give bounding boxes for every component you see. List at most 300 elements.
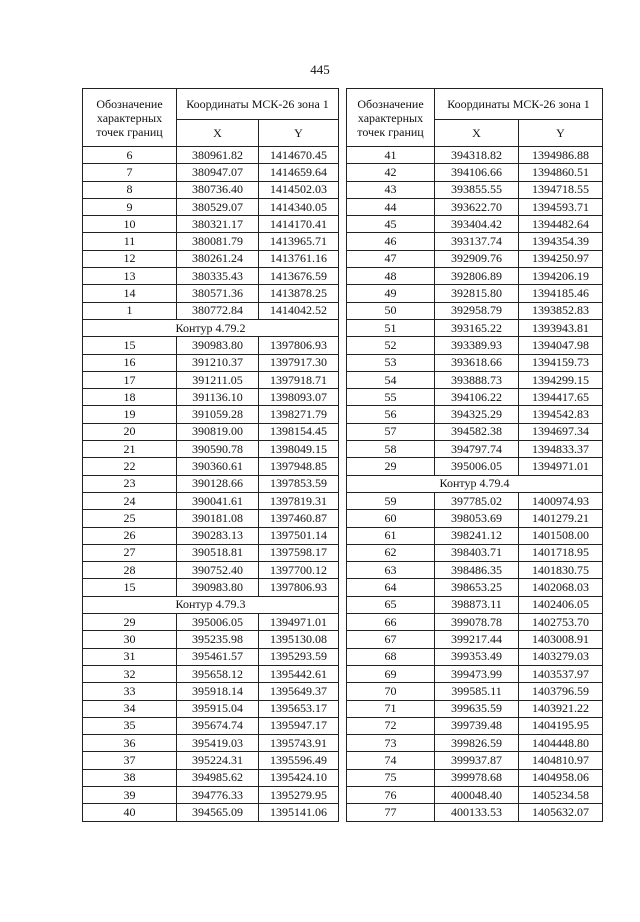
contour-label: Контур 4.79.4 xyxy=(347,475,603,492)
table-row xyxy=(347,786,603,803)
coordinates-table-left xyxy=(82,88,339,822)
x-coordinate-cell: 399635.59 xyxy=(435,700,519,717)
point-id-cell: 58 xyxy=(347,441,435,458)
y-coordinate-cell: 1397819.31 xyxy=(259,492,339,509)
point-id-cell: 74 xyxy=(347,752,435,769)
table-row xyxy=(347,371,603,388)
point-id-cell: 44 xyxy=(347,198,435,215)
table-row xyxy=(83,198,339,215)
x-coordinate-cell: 394106.66 xyxy=(435,164,519,181)
table-row xyxy=(347,389,603,406)
y-coordinate-cell: 1413676.59 xyxy=(259,268,339,285)
table-row xyxy=(347,735,603,752)
y-coordinate-cell: 1395424.10 xyxy=(259,769,339,786)
y-coordinate-cell: 1403537.97 xyxy=(519,665,603,682)
contour-label: Контур 4.79.3 xyxy=(83,596,339,613)
table-row xyxy=(83,562,339,579)
x-coordinate-cell: 380736.40 xyxy=(177,181,259,198)
y-coordinate-cell: 1398093.07 xyxy=(259,389,339,406)
y-coordinate-cell: 1414042.52 xyxy=(259,302,339,319)
point-id-cell: 26 xyxy=(83,527,177,544)
table-row xyxy=(83,371,339,388)
point-id-cell: 75 xyxy=(347,769,435,786)
table-row xyxy=(83,423,339,440)
table-row xyxy=(83,389,339,406)
y-column-header: Y xyxy=(259,120,339,147)
x-coordinate-cell: 392958.79 xyxy=(435,302,519,319)
y-coordinate-cell: 1394860.51 xyxy=(519,164,603,181)
y-coordinate-cell: 1413878.25 xyxy=(259,285,339,302)
point-id-cell: 76 xyxy=(347,786,435,803)
x-coordinate-cell: 390360.61 xyxy=(177,458,259,475)
table-row xyxy=(83,164,339,181)
point-id-cell: 18 xyxy=(83,389,177,406)
contour-label: Контур 4.79.2 xyxy=(83,319,339,336)
x-coordinate-cell: 395658.12 xyxy=(177,665,259,682)
point-id-cell: 21 xyxy=(83,441,177,458)
table-row xyxy=(83,700,339,717)
table-row xyxy=(347,268,603,285)
x-coordinate-cell: 398873.11 xyxy=(435,596,519,613)
table-row xyxy=(347,233,603,250)
page-number: 445 xyxy=(310,62,330,77)
y-coordinate-cell: 1394971.01 xyxy=(519,458,603,475)
point-id-cell: 67 xyxy=(347,631,435,648)
y-coordinate-cell: 1397460.87 xyxy=(259,510,339,527)
table-row xyxy=(347,544,603,561)
table-row xyxy=(83,216,339,233)
point-label-header: Обозначение характерных точек границ xyxy=(83,89,177,147)
x-coordinate-cell: 393888.73 xyxy=(435,371,519,388)
point-id-cell: 15 xyxy=(83,337,177,354)
point-id-cell: 68 xyxy=(347,648,435,665)
table-row xyxy=(347,665,603,682)
x-coordinate-cell: 380529.07 xyxy=(177,198,259,215)
x-coordinate-cell: 399826.59 xyxy=(435,735,519,752)
x-coordinate-cell: 394582.38 xyxy=(435,423,519,440)
x-coordinate-cell: 393855.55 xyxy=(435,181,519,198)
point-id-cell: 42 xyxy=(347,164,435,181)
x-coordinate-cell: 395918.14 xyxy=(177,683,259,700)
y-coordinate-cell: 1414659.64 xyxy=(259,164,339,181)
x-coordinate-cell: 395915.04 xyxy=(177,700,259,717)
y-coordinate-cell: 1394482.64 xyxy=(519,216,603,233)
x-coordinate-cell: 399217.44 xyxy=(435,631,519,648)
table-row xyxy=(83,147,339,164)
point-id-cell: 25 xyxy=(83,510,177,527)
x-coordinate-cell: 399078.78 xyxy=(435,614,519,631)
table-row xyxy=(83,233,339,250)
point-id-cell: 53 xyxy=(347,354,435,371)
point-id-cell: 61 xyxy=(347,527,435,544)
x-coordinate-cell: 394318.82 xyxy=(435,147,519,164)
point-id-cell: 70 xyxy=(347,683,435,700)
table-row xyxy=(83,475,339,492)
y-coordinate-cell: 1400974.93 xyxy=(519,492,603,509)
y-coordinate-cell: 1397501.14 xyxy=(259,527,339,544)
point-id-cell: 49 xyxy=(347,285,435,302)
table-row xyxy=(83,285,339,302)
y-coordinate-cell: 1394159.73 xyxy=(519,354,603,371)
y-coordinate-cell: 1397598.17 xyxy=(259,544,339,561)
point-id-cell: 64 xyxy=(347,579,435,596)
x-coordinate-cell: 399473.99 xyxy=(435,665,519,682)
point-id-cell: 19 xyxy=(83,406,177,423)
point-id-cell: 7 xyxy=(83,164,177,181)
point-id-cell: 9 xyxy=(83,198,177,215)
table-row xyxy=(83,527,339,544)
x-coordinate-cell: 399978.68 xyxy=(435,769,519,786)
table-row xyxy=(83,458,339,475)
point-id-cell: 39 xyxy=(83,786,177,803)
y-coordinate-cell: 1401279.21 xyxy=(519,510,603,527)
table-row xyxy=(347,147,603,164)
point-id-cell: 31 xyxy=(83,648,177,665)
y-coordinate-cell: 1395442.61 xyxy=(259,665,339,682)
x-coordinate-cell: 380772.84 xyxy=(177,302,259,319)
y-coordinate-cell: 1395743.91 xyxy=(259,735,339,752)
x-coordinate-cell: 390752.40 xyxy=(177,562,259,579)
point-id-cell: 22 xyxy=(83,458,177,475)
point-id-cell: 10 xyxy=(83,216,177,233)
y-coordinate-cell: 1393943.81 xyxy=(519,319,603,336)
point-id-cell: 40 xyxy=(83,804,177,821)
x-coordinate-cell: 395224.31 xyxy=(177,752,259,769)
y-coordinate-cell: 1394593.71 xyxy=(519,198,603,215)
table-row xyxy=(347,198,603,215)
table-row xyxy=(83,735,339,752)
table-row xyxy=(83,250,339,267)
y-coordinate-cell: 1404195.95 xyxy=(519,717,603,734)
y-coordinate-cell: 1403008.91 xyxy=(519,631,603,648)
y-coordinate-cell: 1403796.59 xyxy=(519,683,603,700)
x-coordinate-cell: 395419.03 xyxy=(177,735,259,752)
point-id-cell: 56 xyxy=(347,406,435,423)
point-id-cell: 20 xyxy=(83,423,177,440)
table-row xyxy=(347,285,603,302)
table-row xyxy=(347,492,603,509)
point-id-cell: 52 xyxy=(347,337,435,354)
table-row xyxy=(83,579,339,596)
point-id-cell: 14 xyxy=(83,285,177,302)
y-coordinate-cell: 1404810.97 xyxy=(519,752,603,769)
y-coordinate-cell: 1395649.37 xyxy=(259,683,339,700)
x-coordinate-cell: 393165.22 xyxy=(435,319,519,336)
y-coordinate-cell: 1395293.59 xyxy=(259,648,339,665)
point-id-cell: 33 xyxy=(83,683,177,700)
table-row xyxy=(83,510,339,527)
x-coordinate-cell: 398653.25 xyxy=(435,579,519,596)
y-coordinate-cell: 1404958.06 xyxy=(519,769,603,786)
y-coordinate-cell: 1395596.49 xyxy=(259,752,339,769)
x-coordinate-cell: 394776.33 xyxy=(177,786,259,803)
table-row xyxy=(83,752,339,769)
table-row xyxy=(347,354,603,371)
table-row xyxy=(347,423,603,440)
x-coordinate-cell: 390518.81 xyxy=(177,544,259,561)
y-coordinate-cell: 1402753.70 xyxy=(519,614,603,631)
point-id-cell: 13 xyxy=(83,268,177,285)
point-id-cell: 11 xyxy=(83,233,177,250)
y-coordinate-cell: 1413965.71 xyxy=(259,233,339,250)
y-coordinate-cell: 1397918.71 xyxy=(259,371,339,388)
table-row xyxy=(83,631,339,648)
x-coordinate-cell: 393137.74 xyxy=(435,233,519,250)
y-coordinate-cell: 1394542.83 xyxy=(519,406,603,423)
y-coordinate-cell: 1394250.97 xyxy=(519,250,603,267)
point-id-cell: 57 xyxy=(347,423,435,440)
x-coordinate-cell: 395461.57 xyxy=(177,648,259,665)
y-coordinate-cell: 1401830.75 xyxy=(519,562,603,579)
x-coordinate-cell: 398403.71 xyxy=(435,544,519,561)
y-coordinate-cell: 1395130.08 xyxy=(259,631,339,648)
table-row xyxy=(83,337,339,354)
table-row xyxy=(347,181,603,198)
point-id-cell: 12 xyxy=(83,250,177,267)
table-row xyxy=(83,406,339,423)
x-coordinate-cell: 398053.69 xyxy=(435,510,519,527)
y-coordinate-cell: 1397806.93 xyxy=(259,579,339,596)
y-coordinate-cell: 1414170.41 xyxy=(259,216,339,233)
y-coordinate-cell: 1394971.01 xyxy=(259,614,339,631)
x-coordinate-cell: 391211.05 xyxy=(177,371,259,388)
table-row xyxy=(347,614,603,631)
y-coordinate-cell: 1397917.30 xyxy=(259,354,339,371)
x-coordinate-cell: 397785.02 xyxy=(435,492,519,509)
y-coordinate-cell: 1397806.93 xyxy=(259,337,339,354)
table-row xyxy=(83,769,339,786)
x-coordinate-cell: 395006.05 xyxy=(435,458,519,475)
x-coordinate-cell: 394797.74 xyxy=(435,441,519,458)
y-coordinate-cell: 1395653.17 xyxy=(259,700,339,717)
y-coordinate-cell: 1394206.19 xyxy=(519,268,603,285)
table-row xyxy=(83,665,339,682)
x-coordinate-cell: 399937.87 xyxy=(435,752,519,769)
y-coordinate-cell: 1394185.46 xyxy=(519,285,603,302)
y-coordinate-cell: 1414670.45 xyxy=(259,147,339,164)
x-coordinate-cell: 393622.70 xyxy=(435,198,519,215)
x-coordinate-cell: 390128.66 xyxy=(177,475,259,492)
table-row xyxy=(83,648,339,665)
y-coordinate-cell: 1403921.22 xyxy=(519,700,603,717)
y-coordinate-cell: 1402406.05 xyxy=(519,596,603,613)
table-row xyxy=(347,164,603,181)
y-coordinate-cell: 1397948.85 xyxy=(259,458,339,475)
contour-section-row xyxy=(83,596,339,613)
y-coordinate-cell: 1395141.06 xyxy=(259,804,339,821)
table-row xyxy=(83,354,339,371)
table-row xyxy=(347,319,603,336)
point-id-cell: 60 xyxy=(347,510,435,527)
table-row xyxy=(347,406,603,423)
point-id-cell: 1 xyxy=(83,302,177,319)
table-row xyxy=(347,250,603,267)
x-coordinate-cell: 393618.66 xyxy=(435,354,519,371)
x-coordinate-cell: 380571.36 xyxy=(177,285,259,302)
point-id-cell: 51 xyxy=(347,319,435,336)
table-row xyxy=(347,631,603,648)
table-row xyxy=(83,441,339,458)
x-coordinate-cell: 399353.49 xyxy=(435,648,519,665)
contour-section-row xyxy=(83,319,339,336)
x-coordinate-cell: 400048.40 xyxy=(435,786,519,803)
point-id-cell: 55 xyxy=(347,389,435,406)
table-row xyxy=(347,648,603,665)
y-coordinate-cell: 1401718.95 xyxy=(519,544,603,561)
x-coordinate-cell: 395006.05 xyxy=(177,614,259,631)
table-row xyxy=(347,596,603,613)
point-id-cell: 59 xyxy=(347,492,435,509)
x-coordinate-cell: 395674.74 xyxy=(177,717,259,734)
x-coordinate-cell: 398241.12 xyxy=(435,527,519,544)
point-id-cell: 6 xyxy=(83,147,177,164)
contour-section-row xyxy=(347,475,603,492)
point-id-cell: 24 xyxy=(83,492,177,509)
point-id-cell: 28 xyxy=(83,562,177,579)
y-coordinate-cell: 1414340.05 xyxy=(259,198,339,215)
point-id-cell: 45 xyxy=(347,216,435,233)
table-row xyxy=(347,458,603,475)
point-id-cell: 54 xyxy=(347,371,435,388)
point-id-cell: 71 xyxy=(347,700,435,717)
x-coordinate-cell: 395235.98 xyxy=(177,631,259,648)
x-coordinate-cell: 394565.09 xyxy=(177,804,259,821)
point-id-cell: 69 xyxy=(347,665,435,682)
y-coordinate-cell: 1401508.00 xyxy=(519,527,603,544)
y-coordinate-cell: 1403279.03 xyxy=(519,648,603,665)
y-coordinate-cell: 1394718.55 xyxy=(519,181,603,198)
x-coordinate-cell: 394325.29 xyxy=(435,406,519,423)
x-coordinate-cell: 394106.22 xyxy=(435,389,519,406)
table-row xyxy=(347,752,603,769)
point-id-cell: 72 xyxy=(347,717,435,734)
point-id-cell: 17 xyxy=(83,371,177,388)
point-id-cell: 34 xyxy=(83,700,177,717)
point-id-cell: 8 xyxy=(83,181,177,198)
y-coordinate-cell: 1394047.98 xyxy=(519,337,603,354)
x-coordinate-cell: 394985.62 xyxy=(177,769,259,786)
x-coordinate-cell: 392909.76 xyxy=(435,250,519,267)
y-coordinate-cell: 1394417.65 xyxy=(519,389,603,406)
x-coordinate-cell: 391059.28 xyxy=(177,406,259,423)
coordinates-table-right xyxy=(346,88,603,822)
y-coordinate-cell: 1414502.03 xyxy=(259,181,339,198)
x-coordinate-cell: 393389.93 xyxy=(435,337,519,354)
y-coordinate-cell: 1397700.12 xyxy=(259,562,339,579)
y-coordinate-cell: 1395947.17 xyxy=(259,717,339,734)
table-row xyxy=(83,492,339,509)
x-coordinate-cell: 380321.17 xyxy=(177,216,259,233)
point-id-cell: 30 xyxy=(83,631,177,648)
y-coordinate-cell: 1398271.79 xyxy=(259,406,339,423)
y-coordinate-cell: 1402068.03 xyxy=(519,579,603,596)
y-coordinate-cell: 1404448.80 xyxy=(519,735,603,752)
table-row xyxy=(83,786,339,803)
point-id-cell: 62 xyxy=(347,544,435,561)
coordinate-system-header: Координаты МСК-26 зона 1 xyxy=(435,89,603,120)
point-id-cell: 73 xyxy=(347,735,435,752)
y-coordinate-cell: 1394986.88 xyxy=(519,147,603,164)
y-coordinate-cell: 1397853.59 xyxy=(259,475,339,492)
coordinate-system-header: Координаты МСК-26 зона 1 xyxy=(177,89,339,120)
x-coordinate-cell: 398486.35 xyxy=(435,562,519,579)
y-coordinate-cell: 1395279.95 xyxy=(259,786,339,803)
table-row xyxy=(347,527,603,544)
point-id-cell: 38 xyxy=(83,769,177,786)
x-coordinate-cell: 399585.11 xyxy=(435,683,519,700)
x-coordinate-cell: 390041.61 xyxy=(177,492,259,509)
x-coordinate-cell: 393404.42 xyxy=(435,216,519,233)
table-row xyxy=(347,302,603,319)
point-id-cell: 65 xyxy=(347,596,435,613)
x-column-header: X xyxy=(177,120,259,147)
table-row xyxy=(347,510,603,527)
point-id-cell: 47 xyxy=(347,250,435,267)
x-coordinate-cell: 380081.79 xyxy=(177,233,259,250)
y-coordinate-cell: 1398154.45 xyxy=(259,423,339,440)
y-coordinate-cell: 1394697.34 xyxy=(519,423,603,440)
table-row xyxy=(83,717,339,734)
y-coordinate-cell: 1413761.16 xyxy=(259,250,339,267)
x-coordinate-cell: 400133.53 xyxy=(435,804,519,821)
y-coordinate-cell: 1398049.15 xyxy=(259,441,339,458)
table-row xyxy=(83,181,339,198)
y-coordinate-cell: 1394354.39 xyxy=(519,233,603,250)
point-id-cell: 15 xyxy=(83,579,177,596)
point-id-cell: 43 xyxy=(347,181,435,198)
y-coordinate-cell: 1405234.58 xyxy=(519,786,603,803)
table-row xyxy=(83,614,339,631)
table-row xyxy=(347,562,603,579)
y-coordinate-cell: 1394833.37 xyxy=(519,441,603,458)
x-column-header: X xyxy=(435,120,519,147)
x-coordinate-cell: 399739.48 xyxy=(435,717,519,734)
table-row xyxy=(347,216,603,233)
point-id-cell: 29 xyxy=(347,458,435,475)
y-column-header: Y xyxy=(519,120,603,147)
point-id-cell: 48 xyxy=(347,268,435,285)
y-coordinate-cell: 1405632.07 xyxy=(519,804,603,821)
point-id-cell: 23 xyxy=(83,475,177,492)
point-id-cell: 63 xyxy=(347,562,435,579)
point-id-cell: 41 xyxy=(347,147,435,164)
point-id-cell: 46 xyxy=(347,233,435,250)
table-row xyxy=(347,579,603,596)
x-coordinate-cell: 390819.00 xyxy=(177,423,259,440)
point-id-cell: 29 xyxy=(83,614,177,631)
point-id-cell: 36 xyxy=(83,735,177,752)
table-row xyxy=(83,544,339,561)
point-id-cell: 77 xyxy=(347,804,435,821)
point-label-header: Обозначение характерных точек границ xyxy=(347,89,435,147)
point-id-cell: 32 xyxy=(83,665,177,682)
table-row xyxy=(347,769,603,786)
point-id-cell: 35 xyxy=(83,717,177,734)
point-id-cell: 50 xyxy=(347,302,435,319)
x-coordinate-cell: 392815.80 xyxy=(435,285,519,302)
x-coordinate-cell: 380947.07 xyxy=(177,164,259,181)
point-id-cell: 66 xyxy=(347,614,435,631)
x-coordinate-cell: 380961.82 xyxy=(177,147,259,164)
x-coordinate-cell: 390283.13 xyxy=(177,527,259,544)
table-row xyxy=(347,441,603,458)
x-coordinate-cell: 380261.24 xyxy=(177,250,259,267)
table-row xyxy=(347,337,603,354)
x-coordinate-cell: 391136.10 xyxy=(177,389,259,406)
y-coordinate-cell: 1393852.83 xyxy=(519,302,603,319)
table-row xyxy=(347,683,603,700)
x-coordinate-cell: 390590.78 xyxy=(177,441,259,458)
